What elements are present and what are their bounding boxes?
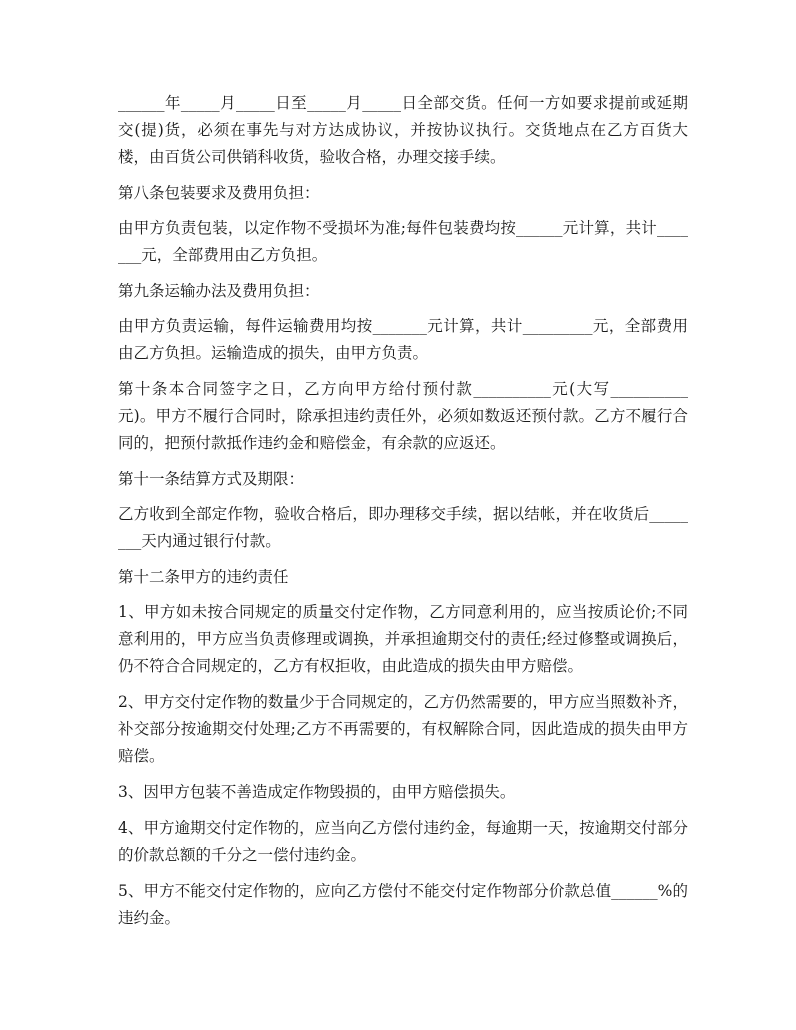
heading-article-8: 第八条包装要求及费用负担： [118,184,320,202]
paragraph-delivery-terms: ______年_____月_____日至_____月_____日全部交货。任何一方如要求提前或延期交(提)货，必须在事先与对方达成协议，并按协议执行。交货地点在乙方百货大楼，由百货公司供销科收货，验收合格，办理交接手续。 [118,94,688,166]
heading-article-11: 第十一条结算方式及期限： [118,470,305,488]
paragraph-liability-3: 3、因甲方包装不善造成定作物毁损的，由甲方赔偿损失。 [118,783,516,801]
heading-article-12: 第十二条甲方的违约责任 [118,568,289,586]
paragraph-liability-5: 5、甲方不能交付定作物的，应向乙方偿付不能交付定作物部分价款总值______%的违约金。 [118,882,688,927]
paragraph-packaging: 由甲方负责包装，以定作物不受损坏为准;每件包装费均按______元计算，共计_______元，全部费用由乙方负担。 [118,219,688,264]
paragraph-liability-1: 1、甲方如未按合同规定的质量交付定作物，乙方同意利用的，应当按质论价;不同意利用的，甲方应当负责修理或调换，并承担逾期交付的责任;经过修整或调换后，仍不符合合同规定的，乙方有权拒收，由此造成的损失由甲方赔偿。 [118,603,688,675]
paragraph-liability-4: 4、甲方逾期交付定作物的，应当向乙方偿付违约金，每逾期一天，按逾期交付部分的价款总额的千分之一偿付违约金。 [118,819,688,864]
paragraph-settlement: 乙方收到全部定作物，验收合格后，即办理移交手续，据以结帐，并在收货后________天内通过银行付款。 [118,505,688,550]
paragraph-liability-2: 2、甲方交付定作物的数量少于合同规定的，乙方仍然需要的，甲方应当照数补齐，补交部分按逾期交付处理;乙方不再需要的，有权解除合同，因此造成的损失由甲方赔偿。 [118,693,688,765]
paragraph-article-10-prepayment: 第十条本合同签字之日，乙方向甲方给付预付款__________元(大写__________元)。甲方不履行合同时，除承担违约责任外，必须如数返还预付款。乙方不履行合同的，把预付款抵作违约金和赔偿金，有余款的应返还。 [118,380,688,452]
heading-article-9: 第九条运输办法及费用负担： [118,282,320,300]
document-body [118,90,688,941]
paragraph-transport: 由甲方负责运输，每件运输费用均按_______元计算，共计_________元，全部费用由乙方负担。运输造成的损失，由甲方负责。 [118,317,688,362]
